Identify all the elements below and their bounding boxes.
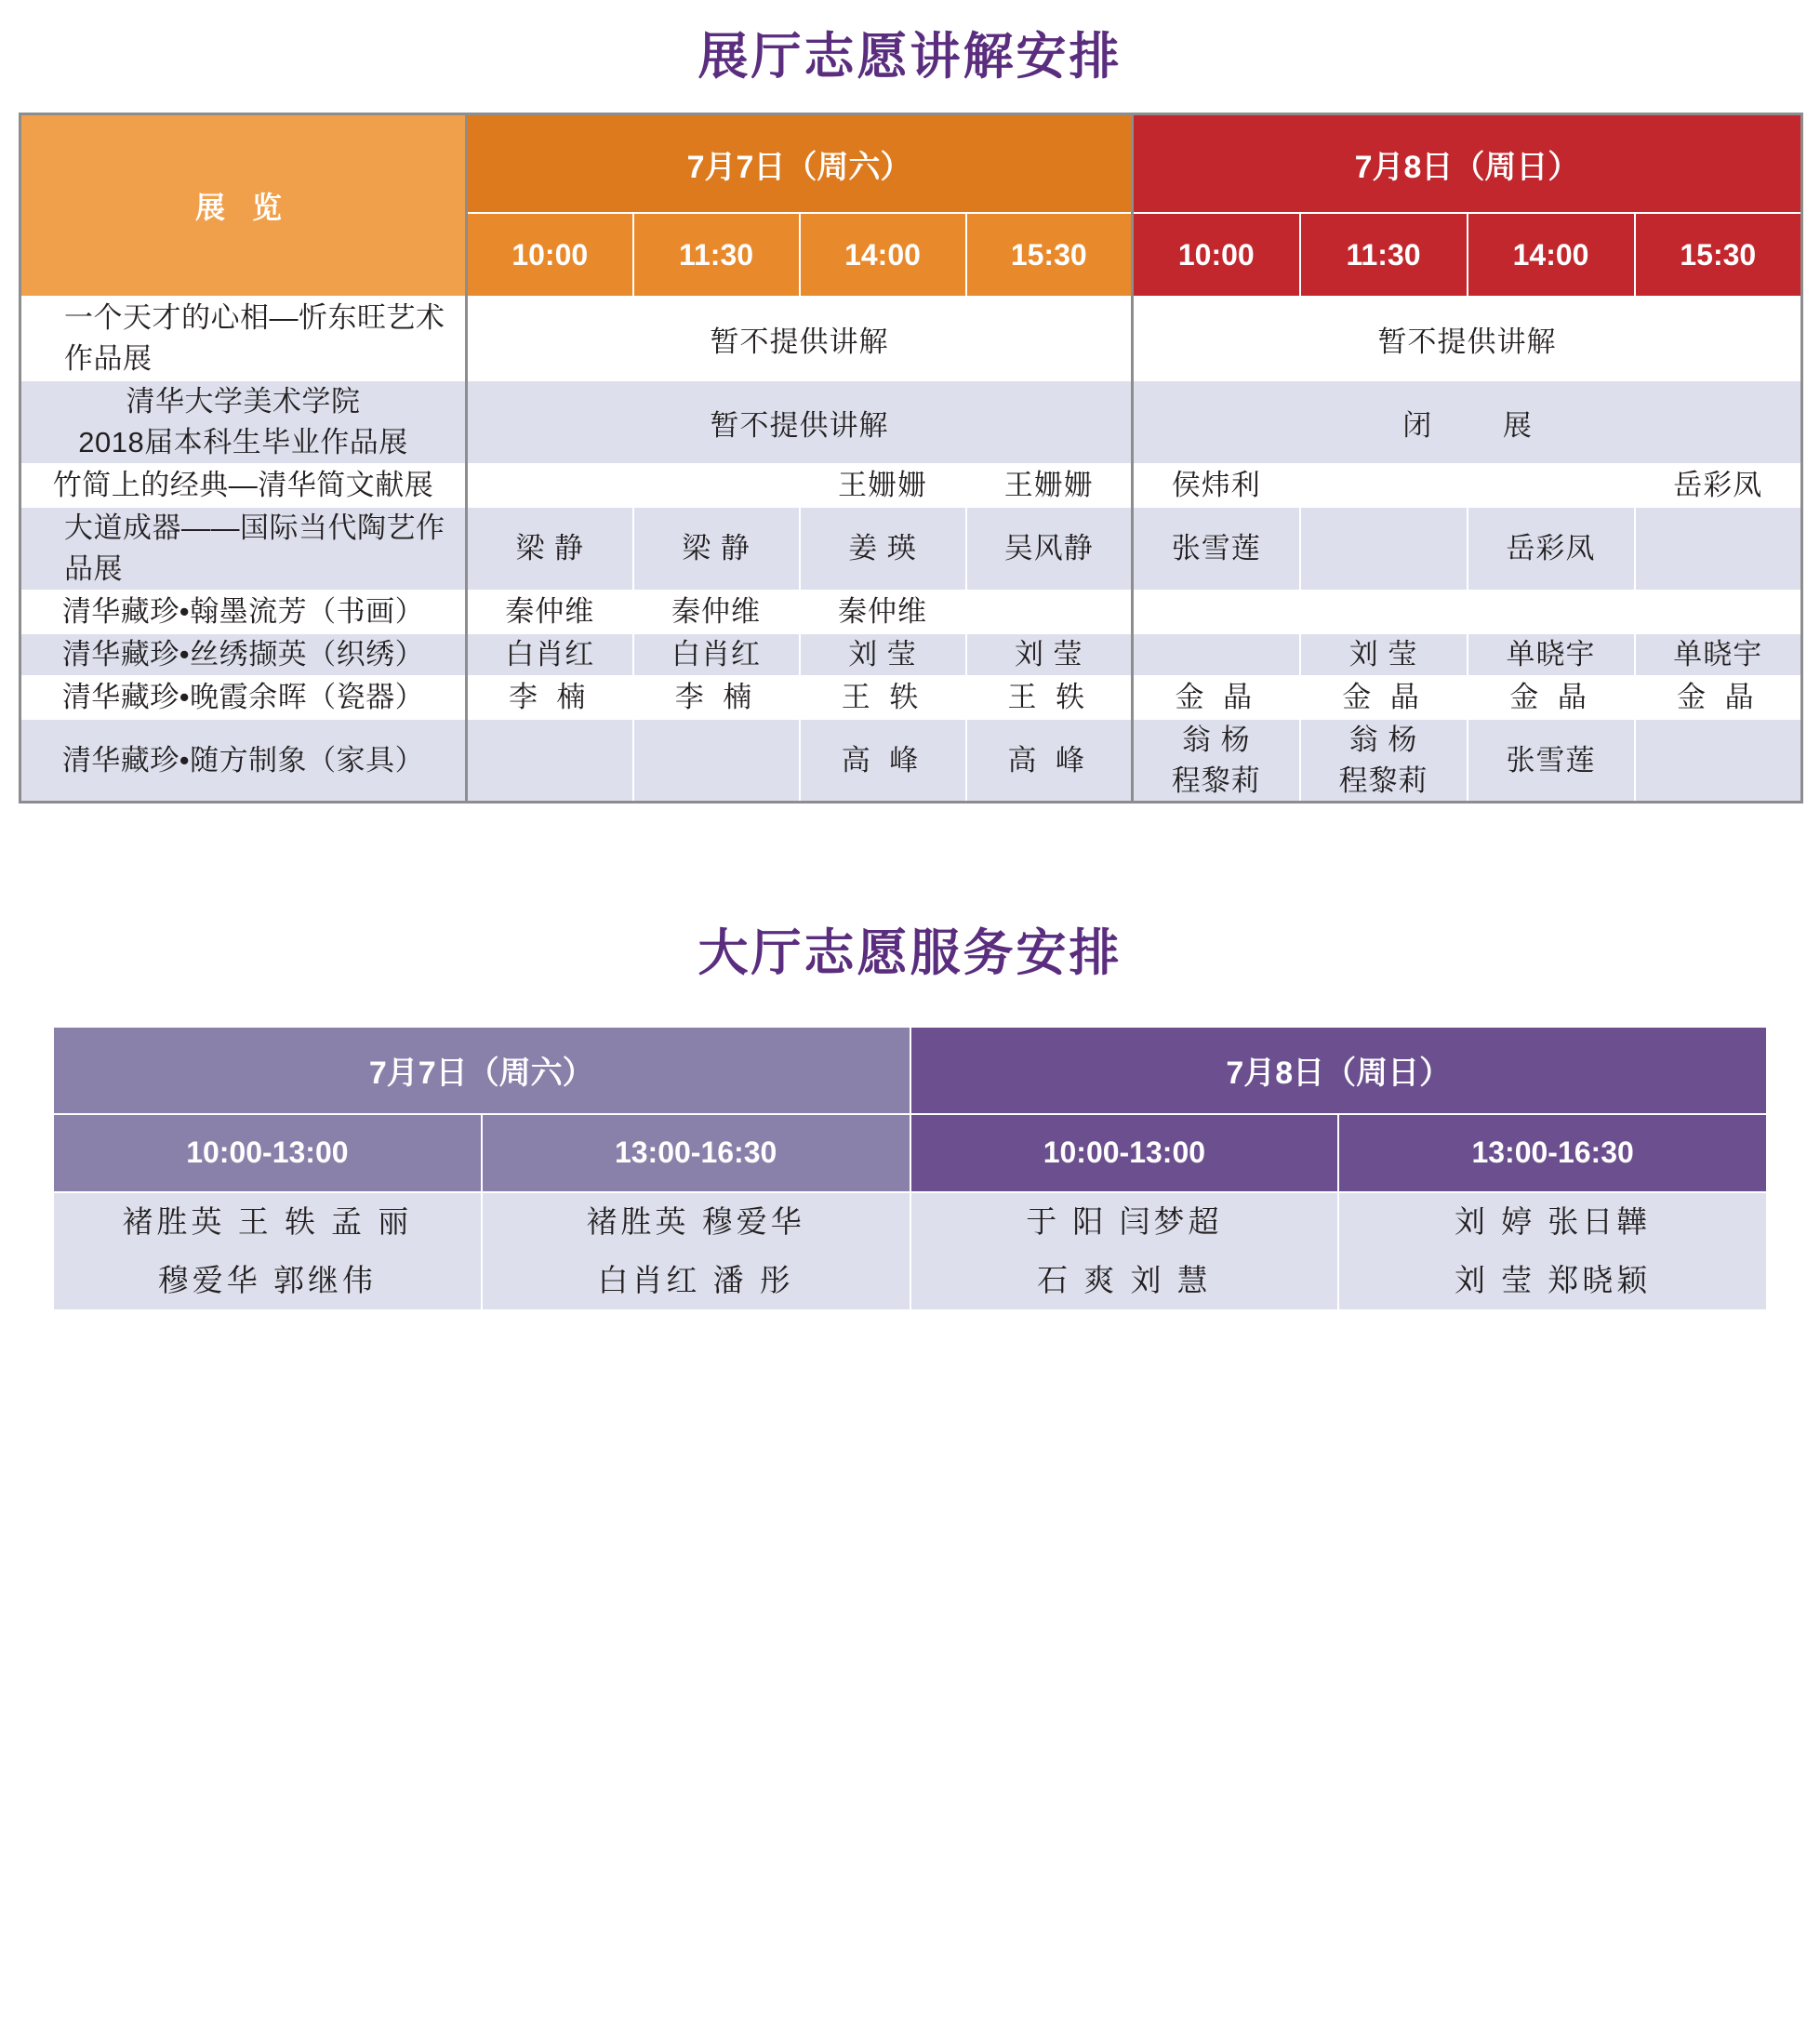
table-row [53,1192,1767,1310]
exhibition-name: 清华藏珍•丝绣撷英（织绣） [20,633,467,676]
volunteer-line-1: 褚胜英 王 轶 孟 丽 [122,1203,413,1239]
slot-d2-2 [1300,464,1468,507]
exhibition-name: 清华藏珍•晚霞余晖（瓷器） [20,676,467,719]
slot-d1-1: 秦仲维 [467,591,633,633]
slot-d1-2: 梁 静 [633,507,800,591]
slot-d2-1 [1133,633,1300,676]
table-header-row-days [20,114,1802,214]
slot-d2-4 [1635,719,1802,802]
slot-d2-1: 张雪莲 [1133,507,1300,591]
lobby-volunteers-slot-1 [53,1192,482,1310]
slot-d2-3 [1468,464,1635,507]
slot-d1-2: 秦仲维 [633,591,800,633]
table-row [20,464,1802,507]
slot-d1-2: 白肖红 [633,633,800,676]
lobby-schedule-body [53,1192,1767,1310]
lobby-header-slot-1: 10:00-13:00 [53,1114,482,1192]
header-time-d1-1: 10:00 [467,213,633,297]
exhibition-name: 一个天才的心相—忻东旺艺术作品展 [20,297,467,380]
table-row [20,719,1802,802]
exhibition-name: 大道成器——国际当代陶艺作品展 [20,507,467,591]
header-time-d2-2: 11:30 [1300,213,1468,297]
slot-d1-3: 高 峰 [800,719,966,802]
slot-d1-2 [633,464,800,507]
day1-note: 暂不提供讲解 [467,380,1133,464]
slot-d2-3: 岳彩凤 [1468,507,1635,591]
slot-d2-4: 金 晶 [1635,676,1802,719]
day1-note: 暂不提供讲解 [467,297,1133,380]
slot-d2-2 [1300,507,1468,591]
volunteer-line-2: 穆爱华 郭继伟 [157,1262,377,1297]
slot-d2-1 [1133,591,1300,633]
exhibition-schedule-table [19,113,1803,804]
exhibition-name: 清华藏珍•随方制象（家具） [20,719,467,802]
slot-d2-2: 刘 莹 [1300,633,1468,676]
lobby-header-row-slots [53,1114,1767,1192]
table-row [20,380,1802,464]
slot-d1-2 [633,719,800,802]
slot-d2-1: 金 晶 [1133,676,1300,719]
lobby-header-slot-2: 13:00-16:30 [482,1114,910,1192]
header-time-d2-4: 15:30 [1635,213,1802,297]
header-time-d1-3: 14:00 [800,213,966,297]
slot-d2-3: 金 晶 [1468,676,1635,719]
slot-d2-4: 岳彩凤 [1635,464,1802,507]
exhibition-name: 竹简上的经典—清华简文献展 [20,464,467,507]
page-title-hall: 展厅志愿讲解安排 [697,29,1123,85]
exhibition-name [20,380,467,464]
volunteer-line-1: 刘 婷 张日韡 [1454,1203,1652,1239]
exhibition-schedule-table-wrapper [19,113,1801,804]
table-row [20,297,1802,380]
table-row [20,591,1802,633]
lobby-schedule-table [52,1026,1768,1311]
slot-d1-3: 刘 莹 [800,633,966,676]
slot-d1-1: 白肖红 [467,633,633,676]
volunteer-line-1: 于 阳 闫梦超 [1026,1203,1223,1239]
table-row [20,507,1802,591]
slot-d1-3: 秦仲维 [800,591,966,633]
slot-d2-3 [1468,591,1635,633]
lobby-volunteers-slot-2 [482,1192,910,1310]
slot-d2-4: 单晓宇 [1635,633,1802,676]
slot-line1: 翁 杨 [1181,724,1251,757]
volunteer-line-1: 褚胜英 穆爱华 [586,1203,805,1239]
lobby-volunteers-slot-3 [910,1192,1339,1310]
slot-d2-3: 单晓宇 [1468,633,1635,676]
volunteer-line-2: 白肖红 潘 彤 [597,1262,794,1297]
slot-d2-4 [1635,507,1802,591]
slot-d1-4: 王 轶 [966,676,1133,719]
exhibition-name-line2: 2018届本科生毕业作品展 [78,426,408,459]
lobby-header-row-days [53,1027,1767,1114]
slot-d1-4: 刘 莹 [966,633,1133,676]
slot-d2-4 [1635,591,1802,633]
header-day-1: 7月7日（周六） [467,114,1133,214]
table-row [20,676,1802,719]
slot-d1-1 [467,719,633,802]
slot-d2-2 [1300,591,1468,633]
slot-line1: 翁 杨 [1348,724,1418,757]
page-title-lobby: 大厅志愿服务安排 [697,924,1123,981]
lobby-header-day-2: 7月8日（周日） [910,1027,1768,1114]
day2-note: 暂不提供讲解 [1133,297,1802,380]
slot-line2: 程黎莉 [1171,764,1261,797]
lobby-volunteers-slot-4 [1338,1192,1767,1310]
slot-d1-4 [966,591,1133,633]
lobby-header-day-1: 7月7日（周六） [53,1027,910,1114]
slot-d1-4: 吴风静 [966,507,1133,591]
slot-d2-2 [1300,719,1468,802]
exhibition-schedule-body [20,297,1802,802]
slot-d1-3: 王 轶 [800,676,966,719]
header-time-d2-3: 14:00 [1468,213,1635,297]
lobby-header-slot-3: 10:00-13:00 [910,1114,1339,1192]
slot-d1-4: 王姗姗 [966,464,1133,507]
lobby-header-slot-4: 13:00-16:30 [1338,1114,1767,1192]
day2-note: 闭 展 [1133,380,1802,464]
exhibition-name: 清华藏珍•翰墨流芳（书画） [20,591,467,633]
slot-d2-3: 张雪莲 [1468,719,1635,802]
slot-d1-3: 姜 瑛 [800,507,966,591]
header-time-d1-4: 15:30 [966,213,1133,297]
slot-d2-2: 金 晶 [1300,676,1468,719]
slot-d2-1 [1133,719,1300,802]
slot-d2-1: 侯炜利 [1133,464,1300,507]
slot-d1-1 [467,464,633,507]
slot-d1-4: 高 峰 [966,719,1133,802]
slot-line2: 程黎莉 [1338,764,1428,797]
header-time-d1-2: 11:30 [633,213,800,297]
lobby-schedule-table-wrapper [52,1026,1768,1311]
slot-d1-1: 李 楠 [467,676,633,719]
exhibition-name-line1: 清华大学美术学院 [126,385,361,418]
header-time-d2-1: 10:00 [1133,213,1300,297]
slot-d1-2: 李 楠 [633,676,800,719]
volunteer-line-2: 刘 莹 郑晓颖 [1454,1262,1652,1297]
poster-page [0,17,1820,1348]
header-exhibition: 展 览 [20,114,467,298]
table-row [20,633,1802,676]
header-day-2: 7月8日（周日） [1133,114,1802,214]
slot-d1-1: 梁 静 [467,507,633,591]
volunteer-line-2: 石 爽 刘 慧 [1037,1262,1212,1297]
slot-d1-3: 王姗姗 [800,464,966,507]
